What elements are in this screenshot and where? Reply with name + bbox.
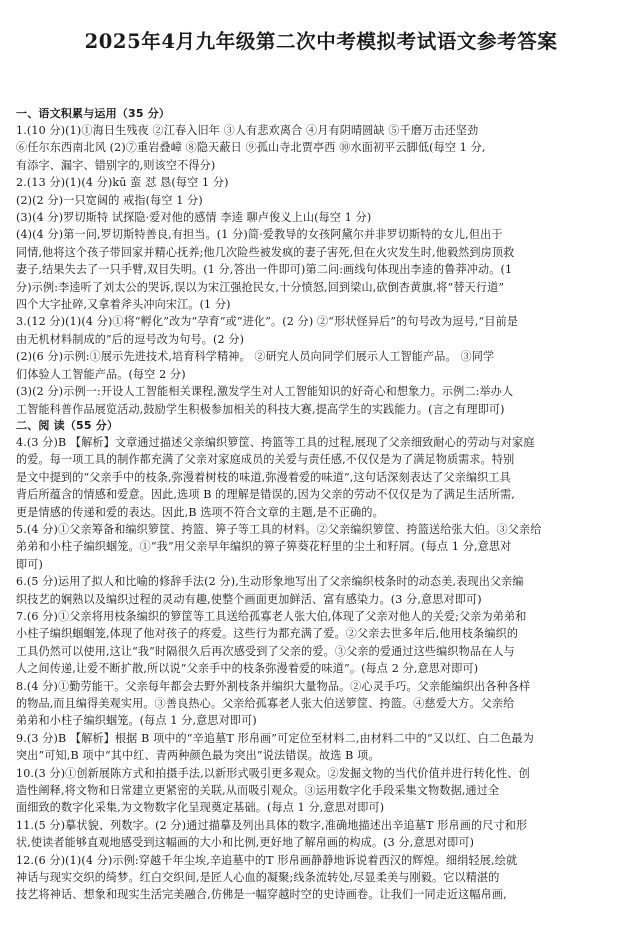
reading-answer-line: 是文中提到的“父亲手中的枝条,弥漫着树枝的味道,弥漫着爱的味道”,这句话深刻表达了父亲编织工具 [16,470,511,484]
reading-answer-line: 12.(6 分)(1)(4 分)示例:穿越千年尘埃,辛追墓中的T 形帛画静静地诉说着西汉的辉煌。细绢轻展,绘就 [16,853,518,867]
reading-answer-line: 技艺将神话、想象和现实生活完美融合,仿佛是一幅穿越时空的史诗画卷。让我们一同走近这幅帛画, [16,888,507,902]
reading-answer-line: 突出”可知,B 项中“其中红、青两种颜色最为突出”说法错误。故选 B 项。 [16,749,380,763]
reading-answer-line: 弟弟和小柱子编织蝈笼。(每点 1 分,意思对即可) [16,714,257,728]
accumulation-answer-line: (2)(6 分)示例:①展示先进技术,培育科学精神。 ②研究人员向同学们展示人工智能产品。 ③同学 [16,350,495,364]
accumulation-answer-line: 分)示例:李逵听了刘太公的哭诉,误以为宋江强抢民女,十分愤怒,回到梁山,砍倒杏黄旗,将“替天行道” [16,280,505,294]
accumulation-answer-line: (2)(2 分)一只宽阔的 戒指(每空 1 分) [16,193,203,207]
accumulation-answer-line: 1.(10 分)(1)①海日生残夜 ②江春入旧年 ③人有悲欢离合 ④月有阴晴圆缺 ⑤千磨万击还坚劲 [16,124,479,137]
reading-answer-line: 造性阐释,将文物和日常建立更紧密的关联,从而吸引观众。③运用数字化手段采集文物数据,通过全 [16,784,500,798]
accumulation-answer-line: 们体验人工智能产品。(每空 2 分) [16,367,186,381]
reading-answer-line: 小柱子编织蝈蝈笼,体现了他对孩子的疼爱。这些行为都充满了爱。②父亲去世多年后,他用枝条编织的 [16,627,519,641]
section-accumulation-body [16,122,626,418]
accumulation-answer-line: 有添字、漏字、错别字的,则该空不得分) [16,158,216,172]
reading-answer-line: 10.(3 分)①创新展陈方式和拍摄手法,以新形式吸引更多观众。②发掘文物的当代价值并进行转化性、创 [16,766,530,780]
reading-answer-line: 11.(5 分)摹状貌、列数字。(2 分)通过描摹及列出具体的数字,准确地描述出辛追墓T 形帛画的尺寸和形 [16,818,528,832]
reading-answer-line: 工具仍然可以使用,这让“我”时隔很久后再次感受到了父亲的爱。③父亲的爱通过这些编织物品在人与 [16,644,515,658]
reading-answer-line: 面细致的数字化采集,为文物数字化呈现奠定基础。(每点 1 分,意思对即可) [16,801,385,815]
reading-answer-line: 的物品,而且编得美观实用。③善良热心。父亲给孤寡老人张大伯送箩筐、挎篮。④慈爱大方。父亲给 [16,697,515,710]
accumulation-answer-line: 由无机材料制成的”后的逗号改为句号。(2 分) [16,332,245,346]
reading-answer-line: 人之间传递,让爱不断扩散,所以说“父亲手中的枝条弥漫着爱的味道”。(每点 2 分,意思对即可) [16,662,479,676]
reading-answer-line: 状,使读者能够直观地感受到这幅画的大小和比例,更好地了解帛画的构成。(3 分,意思对即可) [16,836,475,850]
reading-answer-line: 神话与现实交织的绮梦。红白交织间,是匠人心血的凝聚;线条流转处,尽显柔美与刚毅。它以精湛的 [16,871,500,885]
reading-answer-line: 背后所蕴含的情感和爱意。因此,选项 B 的理解是错误的,因为父亲的劳动不仅仅是为了满足生活所需, [16,488,515,502]
accumulation-answer-line: (3)(2 分)示例一:开设人工智能相关课程,激发学生对人工智能知识的好奇心和想象力。示例二:举办人 [16,385,514,399]
accumulation-answer-line: ⑥任尔东西南北风 (2)⑦重岩叠嶂 ⑧隐天蔽日 ⑨孤山寺北贾亭西 ⑩水面初平云脚低(每空 1 分, [16,141,486,155]
reading-answer-line: 更是情感的传递和爱的表达。因此,B 选项不符合文章的主题,是不正确的。 [16,505,384,519]
reading-answer-line: 弟弟和小柱子编织蝈笼。①“我”用父亲早年编织的箅子箅葵花籽里的尘土和籽屑。(每点 1 分,意思对 [16,540,512,554]
section-heading-reading: 二、阅 读（55 分） [16,418,119,432]
reading-answer-line: 8.(4 分)①勤劳能干。父亲每年都会去野外割枝条并编织大量物品。②心灵手巧。父亲能编织出各种各样 [16,679,531,693]
accumulation-answer-line: (3)(4 分)罗切斯特 试探隐·爱对他的感情 李逵 聊卢俊义上山(每空 1 分) [16,211,372,225]
section-heading-accumulation: 一、语文积累与运用（35 分） [16,107,171,120]
reading-answer-line: 的爱。每一项工具的制作都充满了父亲对家庭成员的关爱与责任感,不仅仅是为了满足物质需求。特别 [16,453,515,467]
accumulation-answer-line: 同情,他将这个孩子带回家并精心抚养;他几次险些被发疯的妻子害死,但在火灾发生时,他毅然到房顶救 [16,245,515,259]
accumulation-answer-line: 妻子,结果失去了一只手臂,双目失明。(1 分,答出一件即可)第二问:画线句体现出李逵的鲁莽冲动。(1 [16,263,513,277]
reading-answer-line: 5.(4 分)①父亲筹备和编织箩筐、挎篮、箅子等工具的材料。②父亲编织箩筐、挎篮送给张大伯。③父亲给 [16,522,542,536]
page-title: 2025年4月九年级第二次中考模拟考试语文参考答案 [84,30,558,53]
reading-answer-line: 6.(5 分)运用了拟人和比喻的修辞手法(2 分),生动形象地写出了父亲编织枝条时的动态美,表现出父亲编 [16,575,524,589]
reading-answer-line: 织技艺的娴熟以及编织过程的灵动有趣,使整个画面更加鲜活、富有感染力。(3 分,意思对即可) [16,592,482,606]
reading-answer-line: 9.(3 分)B 【解析】根据 B 项中的“辛追墓T 形帛画”可定位至材料二,由材料二中的“又以红、白二色最为 [16,731,534,745]
accumulation-answer-line: 3.(12 分)(1)(4 分)①将“孵化”改为“孕育”或“进化”。(2 分) ②“形状怪异后”的句号改为逗号,“目前是 [16,315,519,329]
reading-answer-line: 即可) [16,557,43,571]
reading-answer-line: 4.(3 分)B 【解析】文章通过描述父亲编织箩筐、挎篮等工具的过程,展现了父亲细致耐心的劳动与对家庭 [16,435,535,449]
reading-answer-line: 7.(6 分)①父亲将用枝条编织的箩筐等工具送给孤寡老人张大伯,体现了父亲对他人的关爱;父亲为弟弟和 [16,609,527,623]
accumulation-answer-line: 2.(13 分)(1)(4 分)kū 蛮 怼 恳(每空 1 分) [16,176,229,190]
accumulation-answer-line: (4)(4 分)第一问,罗切斯特善良,有担当。(1 分)简·爱教导的女孩阿黛尔并非罗切斯特的女儿,但出于 [16,228,503,242]
accumulation-answer-line: 工智能科普作品展览活动,鼓励学生积极参加相关的科技大赛,提高学生的实践能力。(言之有理即可) [16,402,505,416]
section-reading-body [16,434,626,904]
accumulation-answer-line: 四个大字扯碎,又拿着斧头冲向宋江。(1 分) [16,298,231,312]
